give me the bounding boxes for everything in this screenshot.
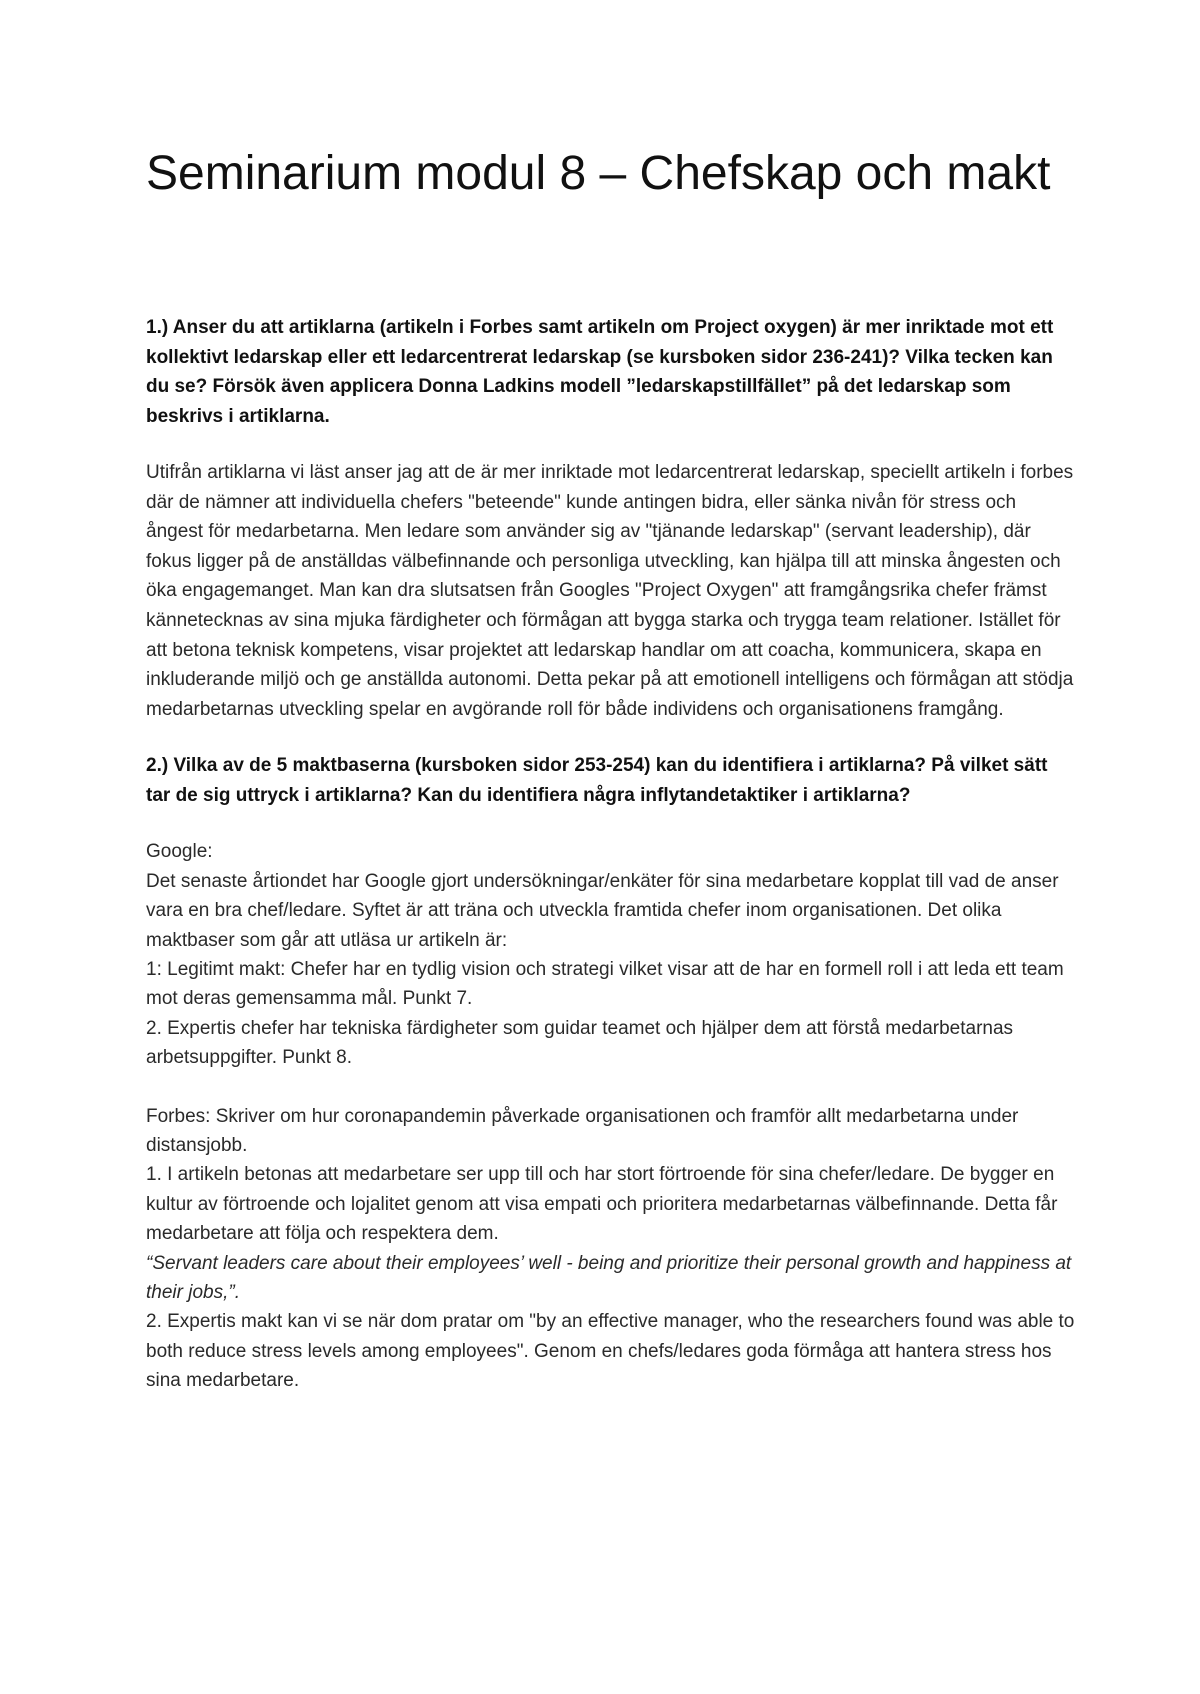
answer-2-forbes	[146, 1102, 1076, 1396]
document-page	[146, 140, 1076, 1396]
answer-2-google	[146, 837, 1076, 1072]
forbes-intro: Forbes: Skriver om hur coronapandemin påverkade organisationen och framför allt medarbetarna under distansjobb.	[146, 1105, 1019, 1156]
document-title: Seminarium modul 8 – Chefskap och makt	[146, 147, 1051, 200]
forbes-quote: “Servant leaders care about their employees’ well - being and prioritize their personal growth and happiness at their jobs,”.	[146, 1252, 1072, 1304]
forbes-point-1: 1. I artikeln betonas att medarbetare ser upp till och har stort förtroende för sina chefer/ledare. De bygger en kultur av förtroende och lojalitet genom att visa empati och prioritera medarbetarnas välbefinnande. Detta får medarbetare att följa och respektera dem.	[146, 1164, 1058, 1245]
google-point-2: 2. Expertis chefer har tekniska färdigheter som guidar teamet och hjälper dem att förstå medarbetarnas arbetsuppgifter. Punkt 8.	[146, 1017, 1014, 1069]
google-heading: Google:	[146, 841, 213, 863]
question-1: 1.) Anser du att artiklarna (artikeln i Forbes samt artikeln om Project oxygen) är mer inriktade mot ett kollektivt ledarskap eller ett ledarcentrerat ledarskap (se kursboken sidor 236-241)? Vilka tecken kan du se? Försök även applicera Donna Ladkins modell ”ledarskapstillfället” på det ledarskap som beskrivs i artiklarna.	[146, 317, 1054, 427]
google-point-1: 1: Legitimt makt: Chefer har en tydlig vision och strategi vilket visar att de har en formell roll i att leda ett team mot deras gemensamma mål. Punkt 7.	[146, 958, 1064, 1010]
answer-1: Utifrån artiklarna vi läst anser jag att de är mer inriktade mot ledarcentrerat ledarskap, speciellt artikeln i forbes där de nämner att individuella chefers "beteende" kunde antingen bidra, eller sänka nivån för stress och ångest för medarbetarna. Men ledare som använder sig av "tjänande ledarskap" (servant leadership), där fokus ligger på de anställdas välbefinnande och personliga utveckling, kan hjälpa till att minska ångesten och öka engagemanget. Man kan dra slutsatsen från Googles "Project Oxygen" att framgångsrika chefer främst kännetecknas av sina mjuka färdigheter och förmågan att bygga starka och trygga team relationer. Istället för att betona teknisk kompetens, visar projektet att ledarskap handlar om att coacha, kommunicera, skapa en inkluderande miljö och ge anställda autonomi. Detta pekar på att emotionell intelligens och förmågan att stödja medarbetarnas utveckling spelar en avgörande roll för både individens och organisationens framgång.	[146, 462, 1074, 720]
forbes-point-2: 2. Expertis makt kan vi se när dom pratar om "by an effective manager, who the researchers found was able to both reduce stress levels among employees". Genom en chefs/ledares goda förmåga att hantera stress hos sina medarbetare.	[146, 1311, 1075, 1392]
question-2: 2.) Vilka av de 5 maktbaserna (kursboken sidor 253-254) kan du identifiera i artiklarna? På vilket sätt tar de sig uttryck i artiklarna? Kan du identifiera några inflytandetaktiker i artiklarna?	[146, 755, 1048, 806]
google-intro: Det senaste årtiondet har Google gjort undersökningar/enkäter för sina medarbetare kopplat till vad de anser vara en bra chef/ledare. Syftet är att träna och utveckla framtida chefer inom organisationen. Det olika maktbaser som går att utläsa ur artikeln är:	[146, 870, 1059, 951]
